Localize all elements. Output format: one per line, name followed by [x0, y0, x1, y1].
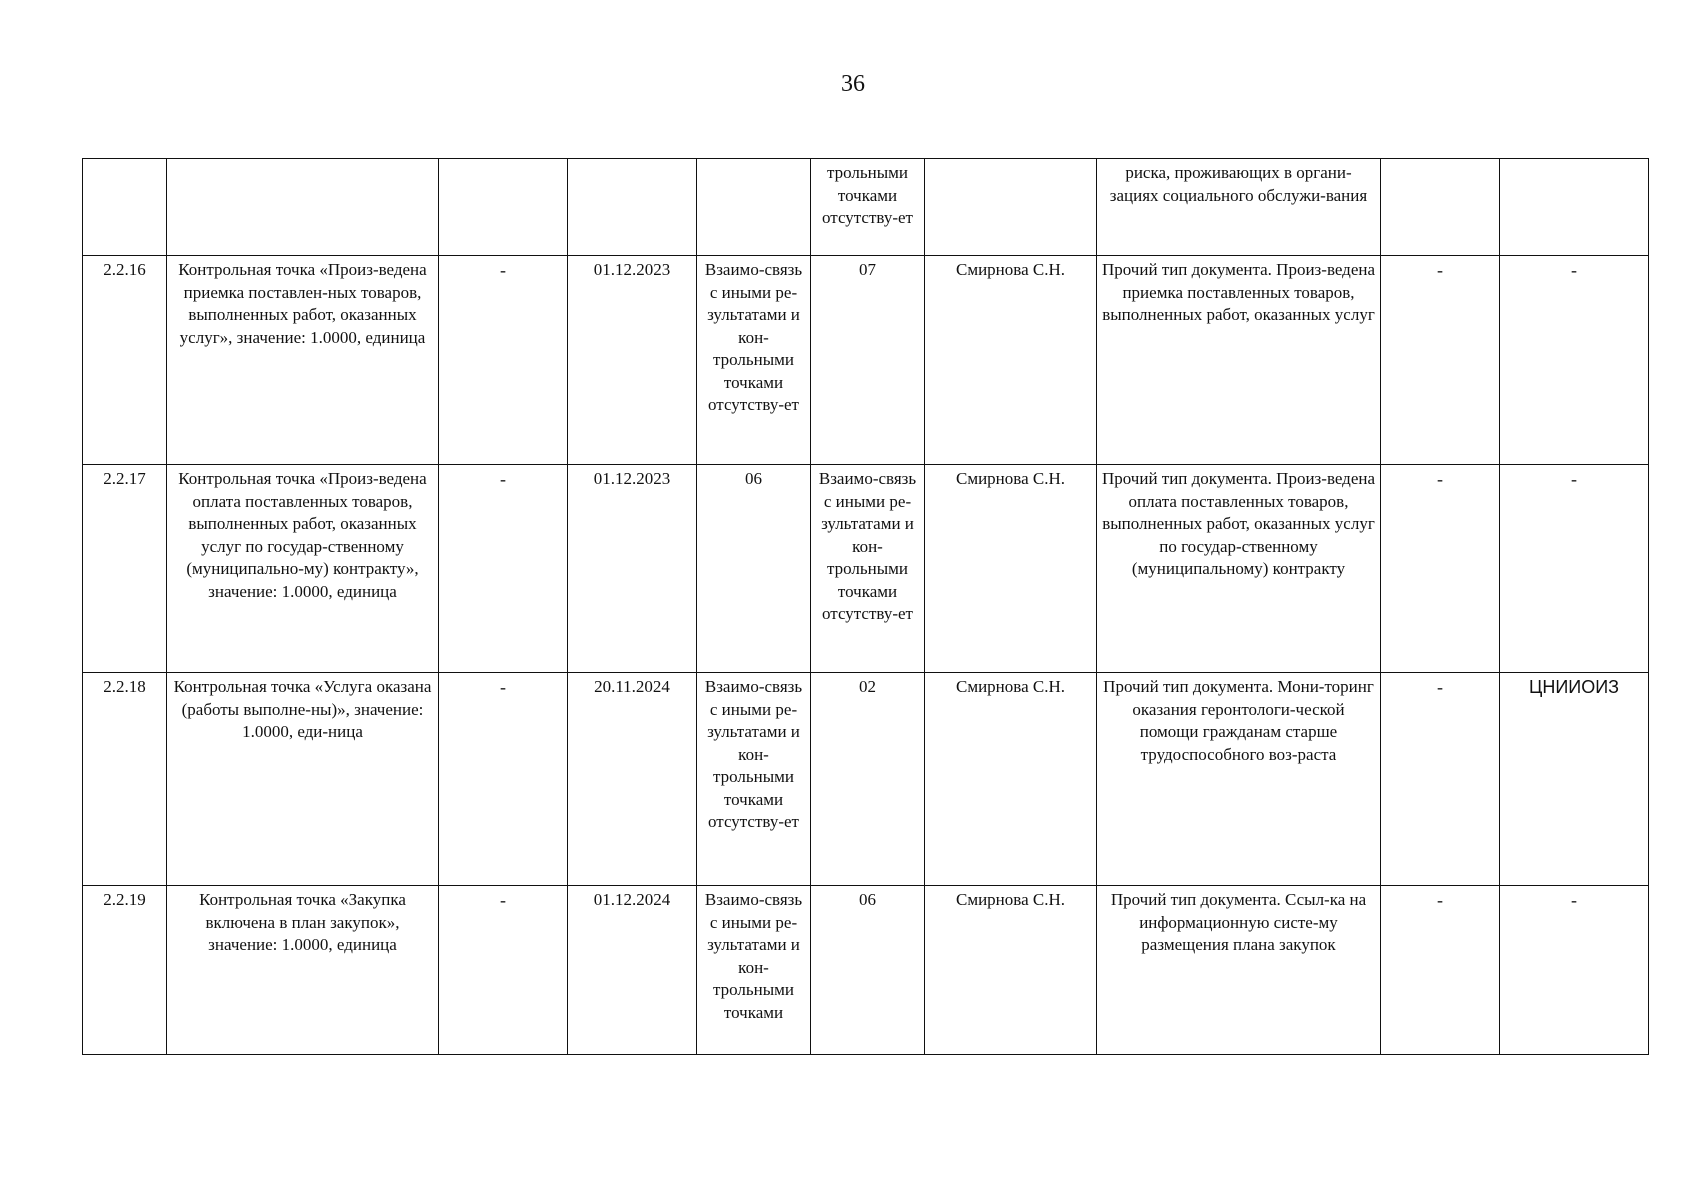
cell-col10: ЦНИИОИЗ [1500, 673, 1649, 886]
cell-dependency: 07 [811, 256, 925, 465]
cell-name: Контрольная точка «Произ-ведена приемка поставлен-ных товаров, выполненных работ, оказанных услуг», значение: 1.0000, единица [167, 256, 439, 465]
page-number: 36 [841, 71, 865, 97]
cell-col9 [1381, 159, 1500, 256]
cell-document: Прочий тип документа. Мони-торинг оказания геронтологи-ческой помощи гражданам старше трудоспособного воз-раста [1097, 673, 1381, 886]
table-row [83, 673, 1649, 886]
cell-responsible: Смирнова С.Н. [925, 673, 1097, 886]
cell-number: 2.2.19 [83, 886, 167, 1055]
cell-predecessor: Взаимо-связь с иными ре-зультатами и кон-трольными точками отсутству-ет [697, 256, 811, 465]
cell-number [83, 159, 167, 256]
cell-dependency: 02 [811, 673, 925, 886]
cell-start: - [439, 886, 568, 1055]
cell-number: 2.2.18 [83, 673, 167, 886]
cell-number: 2.2.16 [83, 256, 167, 465]
cell-start [439, 159, 568, 256]
cell-number: 2.2.17 [83, 465, 167, 673]
cell-document: Прочий тип документа. Произ-ведена приемка поставленных товаров, выполненных работ, оказанных услуг [1097, 256, 1381, 465]
cell-dependency: Взаимо-связь с иными ре-зультатами и кон-трольными точками отсутству-ет [811, 465, 925, 673]
cell-responsible: Смирнова С.Н. [925, 886, 1097, 1055]
cell-dependency: 06 [811, 886, 925, 1055]
cell-predecessor: Взаимо-связь с иными ре-зультатами и кон-трольными точками [697, 886, 811, 1055]
cell-responsible: Смирнова С.Н. [925, 465, 1097, 673]
cell-name: Контрольная точка «Услуга оказана (работы выполне-ны)», значение: 1.0000, еди-ница [167, 673, 439, 886]
cell-start: - [439, 256, 568, 465]
cell-dependency: трольными точками отсутству-ет [811, 159, 925, 256]
cell-end: 01.12.2023 [568, 465, 697, 673]
cell-responsible: Смирнова С.Н. [925, 256, 1097, 465]
cell-end: 20.11.2024 [568, 673, 697, 886]
control-points-table [82, 158, 1649, 1055]
cell-end [568, 159, 697, 256]
cell-document: Прочий тип документа. Произ-ведена оплата поставленных товаров, выполненных работ, оказанных услуг по государ-ственному (муниципальному) контракту [1097, 465, 1381, 673]
cell-name: Контрольная точка «Произ-ведена оплата поставленных товаров, выполненных работ, оказанных услуг по государ-ственному (муниципально-му) контракту», значение: 1.0000, единица [167, 465, 439, 673]
cell-document: Прочий тип документа. Ссыл-ка на информационную систе-му размещения плана закупок [1097, 886, 1381, 1055]
cell-name [167, 159, 439, 256]
table-row [83, 465, 1649, 673]
cell-responsible [925, 159, 1097, 256]
cell-col9: - [1381, 673, 1500, 886]
cell-col10: - [1500, 886, 1649, 1055]
cell-predecessor: Взаимо-связь с иными ре-зультатами и кон-трольными точками отсутству-ет [697, 673, 811, 886]
table-row [83, 256, 1649, 465]
cell-col10: - [1500, 465, 1649, 673]
cell-col10 [1500, 159, 1649, 256]
table-row [83, 886, 1649, 1055]
cell-col9: - [1381, 256, 1500, 465]
cell-col10: - [1500, 256, 1649, 465]
cell-predecessor [697, 159, 811, 256]
cell-start: - [439, 465, 568, 673]
cell-col9: - [1381, 465, 1500, 673]
cell-name: Контрольная точка «Закупка включена в план закупок», значение: 1.0000, единица [167, 886, 439, 1055]
cell-end: 01.12.2023 [568, 256, 697, 465]
cell-predecessor: 06 [697, 465, 811, 673]
cell-end: 01.12.2024 [568, 886, 697, 1055]
table-row-continuation [83, 159, 1649, 256]
cell-document: риска, проживающих в органи-зациях социального обслужи-вания [1097, 159, 1381, 256]
cell-start: - [439, 673, 568, 886]
cell-col9: - [1381, 886, 1500, 1055]
